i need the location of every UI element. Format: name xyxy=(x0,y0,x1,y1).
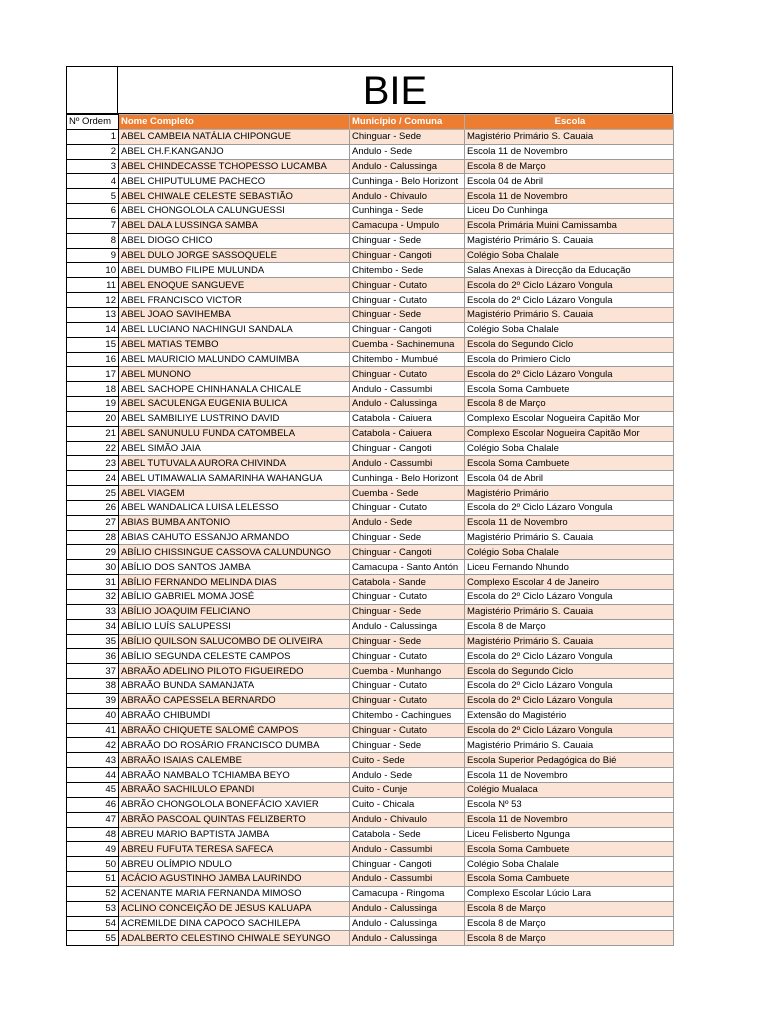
cell-ordem: 6 xyxy=(67,204,119,219)
table-row xyxy=(67,337,674,352)
title-row xyxy=(66,66,673,114)
cell-municipio: Cuemba - Munhango xyxy=(350,664,465,679)
cell-nome: ABREU OLÍMPIO NDULO xyxy=(119,857,350,872)
cell-escola: Escola 8 de Março xyxy=(465,159,674,174)
cell-municipio: Chinguar - Cutato xyxy=(350,367,465,382)
cell-escola: Colégio Soba Chalale xyxy=(465,545,674,560)
table-row xyxy=(67,604,674,619)
cell-municipio: Cuito - Sede xyxy=(350,753,465,768)
table-row xyxy=(67,500,674,515)
cell-municipio: Cuemba - Sede xyxy=(350,486,465,501)
cell-municipio: Andulo - Calussinga xyxy=(350,916,465,931)
cell-nome: ABEL CHIWALE CELESTE SEBASTIÃO xyxy=(119,189,350,204)
cell-municipio: Cunhinga - Belo Horizont xyxy=(350,174,465,189)
cell-escola: Colégio Soba Chalale xyxy=(465,441,674,456)
cell-ordem: 28 xyxy=(67,530,119,545)
cell-municipio: Cuito - Chicala xyxy=(350,797,465,812)
cell-municipio: Catabola - Sede xyxy=(350,827,465,842)
cell-escola: Escola do 2º Ciclo Lázaro Vongula xyxy=(465,723,674,738)
cell-nome: ABEL LUCIANO NACHINGUI SANDALA xyxy=(119,322,350,337)
cell-escola: Colégio Soba Chalale xyxy=(465,857,674,872)
table-row xyxy=(67,679,674,694)
cell-ordem: 48 xyxy=(67,827,119,842)
cell-escola: Escola 11 de Novembro xyxy=(465,144,674,159)
cell-ordem: 33 xyxy=(67,604,119,619)
cell-ordem: 32 xyxy=(67,590,119,605)
table-row xyxy=(67,397,674,412)
table-row xyxy=(67,263,674,278)
table-row xyxy=(67,159,674,174)
cell-escola: Complexo Escolar Lúcio Lara xyxy=(465,886,674,901)
cell-escola: Magistério Primário S. Cauaia xyxy=(465,233,674,248)
cell-nome: ABEL VIAGEM xyxy=(119,486,350,501)
cell-ordem: 45 xyxy=(67,782,119,797)
cell-municipio: Chinguar - Cangoti xyxy=(350,545,465,560)
table-row xyxy=(67,441,674,456)
cell-ordem: 18 xyxy=(67,382,119,397)
cell-municipio: Catabola - Sande xyxy=(350,575,465,590)
table-row xyxy=(67,218,674,233)
cell-escola: Escola Soma Cambuete xyxy=(465,872,674,887)
cell-ordem: 51 xyxy=(67,872,119,887)
cell-escola: Magistério Primário S. Cauaia xyxy=(465,634,674,649)
cell-nome: ABRAÃO CHIBUMDI xyxy=(119,708,350,723)
cell-municipio: Chinguar - Cutato xyxy=(350,590,465,605)
cell-nome: ABÍLIO CHISSINGUE CASSOVA CALUNDUNGO xyxy=(119,545,350,560)
cell-nome: ABÍLIO QUILSON SALUCOMBO DE OLIVEIRA xyxy=(119,634,350,649)
cell-nome: ABRAÃO BUNDA SAMANJATA xyxy=(119,679,350,694)
cell-ordem: 38 xyxy=(67,679,119,694)
students-table xyxy=(66,114,674,946)
header-municipio: Município / Comuna xyxy=(350,115,465,130)
table-row xyxy=(67,812,674,827)
cell-ordem: 52 xyxy=(67,886,119,901)
cell-ordem: 17 xyxy=(67,367,119,382)
cell-ordem: 21 xyxy=(67,426,119,441)
cell-ordem: 11 xyxy=(67,278,119,293)
cell-municipio: Chinguar - Cangoti xyxy=(350,248,465,263)
table-row xyxy=(67,174,674,189)
table-row xyxy=(67,233,674,248)
cell-nome: ABIAS BUMBA ANTONIO xyxy=(119,515,350,530)
cell-nome: ABRAÃO ADELINO PILOTO FIGUEIREDO xyxy=(119,664,350,679)
table-row xyxy=(67,782,674,797)
cell-nome: ACENANTE MARIA FERNANDA MIMOSO xyxy=(119,886,350,901)
table-body xyxy=(67,129,674,945)
table-row xyxy=(67,649,674,664)
cell-escola: Escola 11 de Novembro xyxy=(465,515,674,530)
cell-municipio: Andulo - Cassumbi xyxy=(350,382,465,397)
table-row xyxy=(67,530,674,545)
cell-nome: ABRÃO PASCOAL QUINTAS FELIZBERTO xyxy=(119,812,350,827)
cell-nome: ABEL CAMBEIA NATÁLIA CHIPONGUE xyxy=(119,129,350,144)
cell-ordem: 47 xyxy=(67,812,119,827)
cell-ordem: 4 xyxy=(67,174,119,189)
cell-ordem: 46 xyxy=(67,797,119,812)
table-row xyxy=(67,723,674,738)
cell-ordem: 53 xyxy=(67,901,119,916)
cell-nome: ABEL CHIPUTULUME PACHECO xyxy=(119,174,350,189)
cell-municipio: Chinguar - Sede xyxy=(350,530,465,545)
cell-escola: Escola 11 de Novembro xyxy=(465,189,674,204)
cell-nome: ABEL SIMÃO JAIA xyxy=(119,441,350,456)
cell-ordem: 2 xyxy=(67,144,119,159)
cell-nome: ABEL MATIAS TEMBO xyxy=(119,337,350,352)
table-row xyxy=(67,708,674,723)
cell-nome: ABEL FRANCISCO VICTOR xyxy=(119,293,350,308)
cell-escola: Salas Anexas à Direcção da Educação xyxy=(465,263,674,278)
table-row xyxy=(67,842,674,857)
cell-ordem: 41 xyxy=(67,723,119,738)
cell-nome: ABIAS CAHUTO ESSANJO ARMANDO xyxy=(119,530,350,545)
cell-municipio: Chinguar - Sede xyxy=(350,129,465,144)
cell-escola: Escola 8 de Março xyxy=(465,931,674,946)
cell-nome: ABRAÃO NAMBALO TCHIAMBA BEYO xyxy=(119,768,350,783)
cell-municipio: Chinguar - Cangoti xyxy=(350,441,465,456)
table-row xyxy=(67,307,674,322)
cell-escola: Escola do 2º Ciclo Lázaro Vongula xyxy=(465,649,674,664)
cell-ordem: 15 xyxy=(67,337,119,352)
cell-nome: ABEL CHINDECASSE TCHOPESSO LUCAMBA xyxy=(119,159,350,174)
cell-escola: Escola do 2º Ciclo Lázaro Vongula xyxy=(465,679,674,694)
cell-ordem: 54 xyxy=(67,916,119,931)
table-row xyxy=(67,471,674,486)
cell-escola: Escola do 2º Ciclo Lázaro Vongula xyxy=(465,293,674,308)
cell-escola: Escola do 2º Ciclo Lázaro Vongula xyxy=(465,500,674,515)
cell-municipio: Andulo - Calussinga xyxy=(350,931,465,946)
cell-ordem: 24 xyxy=(67,471,119,486)
cell-escola: Colégio Mualaca xyxy=(465,782,674,797)
table-row xyxy=(67,129,674,144)
cell-escola: Escola Superior Pedagógica do Bié xyxy=(465,753,674,768)
cell-municipio: Chinguar - Cangoti xyxy=(350,857,465,872)
cell-ordem: 49 xyxy=(67,842,119,857)
table-row xyxy=(67,634,674,649)
cell-nome: ABEL SANUNULU FUNDA CATOMBELA xyxy=(119,426,350,441)
cell-ordem: 3 xyxy=(67,159,119,174)
cell-nome: ABREU FUFUTA TERESA SAFECA xyxy=(119,842,350,857)
cell-escola: Escola do 2º Ciclo Lázaro Vongula xyxy=(465,590,674,605)
cell-nome: ABEL DALA LUSSINGA SAMBA xyxy=(119,218,350,233)
cell-nome: ABEL UTIMAWALIA SAMARINHA WAHANGUA xyxy=(119,471,350,486)
header-nome: Nome Completo xyxy=(119,115,350,130)
table-row xyxy=(67,189,674,204)
cell-nome: ABRAÃO DO ROSÁRIO FRANCISCO DUMBA xyxy=(119,738,350,753)
cell-municipio: Chinguar - Cutato xyxy=(350,649,465,664)
cell-escola: Complexo Escolar 4 de Janeiro xyxy=(465,575,674,590)
table-row xyxy=(67,693,674,708)
cell-escola: Escola 8 de Março xyxy=(465,901,674,916)
spreadsheet xyxy=(66,66,673,946)
cell-ordem: 34 xyxy=(67,619,119,634)
header-escola: Escola xyxy=(465,115,674,130)
cell-escola: Complexo Escolar Nogueira Capitão Mor xyxy=(465,426,674,441)
cell-municipio: Chinguar - Cutato xyxy=(350,693,465,708)
cell-ordem: 1 xyxy=(67,129,119,144)
cell-escola: Magistério Primário S. Cauaia xyxy=(465,307,674,322)
cell-escola: Escola 8 de Março xyxy=(465,619,674,634)
table-row xyxy=(67,486,674,501)
cell-ordem: 29 xyxy=(67,545,119,560)
table-row xyxy=(67,827,674,842)
table-row xyxy=(67,768,674,783)
cell-ordem: 9 xyxy=(67,248,119,263)
cell-escola: Escola 11 de Novembro xyxy=(465,768,674,783)
cell-escola: Magistério Primário S. Cauaia xyxy=(465,129,674,144)
cell-ordem: 22 xyxy=(67,441,119,456)
cell-escola: Escola 8 de Março xyxy=(465,397,674,412)
table-row xyxy=(67,619,674,634)
table-row xyxy=(67,293,674,308)
cell-ordem: 43 xyxy=(67,753,119,768)
cell-escola: Escola Soma Cambuete xyxy=(465,382,674,397)
cell-escola: Escola 8 de Março xyxy=(465,916,674,931)
cell-escola: Escola do 2º Ciclo Lázaro Vongula xyxy=(465,278,674,293)
cell-ordem: 37 xyxy=(67,664,119,679)
table-row xyxy=(67,916,674,931)
cell-nome: ABRAÃO CAPESSELA BERNARDO xyxy=(119,693,350,708)
cell-ordem: 31 xyxy=(67,575,119,590)
cell-municipio: Cuemba - Sachinemuna xyxy=(350,337,465,352)
cell-ordem: 40 xyxy=(67,708,119,723)
cell-escola: Escola do 2º Ciclo Lázaro Vongula xyxy=(465,693,674,708)
cell-escola: Colégio Soba Chalale xyxy=(465,322,674,337)
cell-escola: Escola Primária Muini Camissamba xyxy=(465,218,674,233)
cell-municipio: Chinguar - Sede xyxy=(350,738,465,753)
cell-escola: Liceu Fernando Nhundo xyxy=(465,560,674,575)
cell-ordem: 16 xyxy=(67,352,119,367)
table-row xyxy=(67,575,674,590)
cell-municipio: Andulo - Calussinga xyxy=(350,901,465,916)
cell-ordem: 26 xyxy=(67,500,119,515)
table-row xyxy=(67,560,674,575)
cell-nome: ABEL SAMBILIYE LUSTRINO DAVID xyxy=(119,411,350,426)
table-row xyxy=(67,931,674,946)
table-row xyxy=(67,901,674,916)
title-blank-cell xyxy=(66,66,118,114)
cell-municipio: Chitembo - Sede xyxy=(350,263,465,278)
cell-nome: ABÍLIO LUÍS SALUPESSI xyxy=(119,619,350,634)
cell-ordem: 20 xyxy=(67,411,119,426)
cell-municipio: Andulo - Sede xyxy=(350,515,465,530)
cell-nome: ABEL WANDALICA LUISA LELESSO xyxy=(119,500,350,515)
table-row xyxy=(67,872,674,887)
cell-municipio: Chitembo - Cachingues xyxy=(350,708,465,723)
cell-escola: Magistério Primário S. Cauaia xyxy=(465,604,674,619)
table-row xyxy=(67,753,674,768)
cell-municipio: Chinguar - Cutato xyxy=(350,500,465,515)
cell-ordem: 36 xyxy=(67,649,119,664)
cell-nome: ABREU MARIO BAPTISTA JAMBA xyxy=(119,827,350,842)
cell-escola: Escola do 2º Ciclo Lázaro Vongula xyxy=(465,367,674,382)
cell-nome: ABEL SACHOPE CHINHANALA CHICALE xyxy=(119,382,350,397)
cell-municipio: Cunhinga - Sede xyxy=(350,204,465,219)
cell-escola: Magistério Primário S. Cauaia xyxy=(465,530,674,545)
cell-nome: ABRÃO CHONGOLOLA BONEFÁCIO XAVIER xyxy=(119,797,350,812)
table-row xyxy=(67,426,674,441)
cell-ordem: 42 xyxy=(67,738,119,753)
cell-nome: ABEL SACULENGA EUGENIA BULICA xyxy=(119,397,350,412)
cell-escola: Liceu Do Cunhinga xyxy=(465,204,674,219)
cell-municipio: Chinguar - Sede xyxy=(350,307,465,322)
cell-municipio: Chinguar - Cutato xyxy=(350,293,465,308)
table-row xyxy=(67,248,674,263)
table-row xyxy=(67,144,674,159)
cell-escola: Escola Soma Cambuete xyxy=(465,842,674,857)
cell-nome: ABÍLIO JOAQUIM FELICIANO xyxy=(119,604,350,619)
cell-municipio: Camacupa - Santo Antón xyxy=(350,560,465,575)
table-row xyxy=(67,382,674,397)
cell-municipio: Andulo - Cassumbi xyxy=(350,842,465,857)
cell-nome: ACLINO CONCEIÇÃO DE JESUS KALUAPA xyxy=(119,901,350,916)
cell-escola: Complexo Escolar Nogueira Capitão Mor xyxy=(465,411,674,426)
cell-ordem: 12 xyxy=(67,293,119,308)
cell-nome: ABEL DIOGO CHICO xyxy=(119,233,350,248)
cell-nome: ABEL CH.F.KANGANJO xyxy=(119,144,350,159)
cell-municipio: Chinguar - Cangoti xyxy=(350,322,465,337)
cell-escola: Liceu Felisberto Ngunga xyxy=(465,827,674,842)
cell-municipio: Chinguar - Cutato xyxy=(350,723,465,738)
cell-escola: Escola do Primiero Ciclo xyxy=(465,352,674,367)
cell-escola: Escola 04 de Abril xyxy=(465,174,674,189)
cell-municipio: Chitembo - Mumbué xyxy=(350,352,465,367)
cell-ordem: 55 xyxy=(67,931,119,946)
cell-escola: Escola do Segundo Ciclo xyxy=(465,337,674,352)
cell-nome: ABRAÃO SACHILULO EPANDI xyxy=(119,782,350,797)
cell-nome: ABEL DUMBO FILIPE MULUNDA xyxy=(119,263,350,278)
cell-escola: Escola 04 de Abril xyxy=(465,471,674,486)
cell-municipio: Andulo - Calussinga xyxy=(350,619,465,634)
cell-nome: ABEL DULO JORGE SASSOQUELE xyxy=(119,248,350,263)
cell-ordem: 30 xyxy=(67,560,119,575)
cell-ordem: 25 xyxy=(67,486,119,501)
table-row xyxy=(67,590,674,605)
cell-escola: Escola do Segundo Ciclo xyxy=(465,664,674,679)
cell-municipio: Andulo - Calussinga xyxy=(350,397,465,412)
cell-municipio: Chinguar - Sede xyxy=(350,634,465,649)
cell-municipio: Chinguar - Cutato xyxy=(350,679,465,694)
table-row xyxy=(67,204,674,219)
table-row xyxy=(67,367,674,382)
table-row xyxy=(67,664,674,679)
cell-municipio: Andulo - Cassumbi xyxy=(350,456,465,471)
page-title: BIE xyxy=(118,66,673,114)
cell-municipio: Camacupa - Umpulo xyxy=(350,218,465,233)
cell-escola: Escola Soma Cambuete xyxy=(465,456,674,471)
cell-ordem: 27 xyxy=(67,515,119,530)
cell-ordem: 19 xyxy=(67,397,119,412)
cell-nome: ABRAÃO ISAIAS CALEMBE xyxy=(119,753,350,768)
cell-nome: ABÍLIO FERNANDO MELINDA DIAS xyxy=(119,575,350,590)
cell-ordem: 39 xyxy=(67,693,119,708)
cell-ordem: 14 xyxy=(67,322,119,337)
cell-ordem: 7 xyxy=(67,218,119,233)
table-row xyxy=(67,322,674,337)
cell-nome: ABÍLIO GABRIEL MOMA JOSÉ xyxy=(119,590,350,605)
cell-municipio: Andulo - Chivaulo xyxy=(350,812,465,827)
cell-escola: Escola 11 de Novembro xyxy=(465,812,674,827)
cell-nome: ABEL TUTUVALA AURORA CHIVINDA xyxy=(119,456,350,471)
cell-municipio: Andulo - Sede xyxy=(350,144,465,159)
cell-escola: Magistério Primário S. Cauaia xyxy=(465,738,674,753)
cell-nome: ABÍLIO SEGUNDA CELESTE CAMPOS xyxy=(119,649,350,664)
table-row xyxy=(67,278,674,293)
table-row xyxy=(67,857,674,872)
header-row xyxy=(67,115,674,130)
cell-nome: ADALBERTO CELESTINO CHIWALE SEYUNGO xyxy=(119,931,350,946)
cell-ordem: 10 xyxy=(67,263,119,278)
table-row xyxy=(67,545,674,560)
cell-municipio: Catabola - Caiuera xyxy=(350,426,465,441)
cell-ordem: 44 xyxy=(67,768,119,783)
cell-escola: Extensão do Magistério xyxy=(465,708,674,723)
cell-ordem: 5 xyxy=(67,189,119,204)
cell-municipio: Chinguar - Cutato xyxy=(350,278,465,293)
cell-nome: ABEL ENOQUE SANGUEVE xyxy=(119,278,350,293)
header-ordem: Nº Ordem xyxy=(67,115,119,130)
cell-escola: Magistério Primário xyxy=(465,486,674,501)
cell-municipio: Andulo - Sede xyxy=(350,768,465,783)
cell-nome: ABRAÃO CHIQUETE SALOMÉ CAMPOS xyxy=(119,723,350,738)
cell-nome: ABEL MAURICIO MALUNDO CAMUIMBA xyxy=(119,352,350,367)
cell-nome: ABEL JOAO SAVIHEMBA xyxy=(119,307,350,322)
cell-municipio: Andulo - Calussinga xyxy=(350,159,465,174)
cell-municipio: Andulo - Chivaulo xyxy=(350,189,465,204)
cell-municipio: Chinguar - Sede xyxy=(350,604,465,619)
cell-municipio: Andulo - Cassumbi xyxy=(350,872,465,887)
cell-municipio: Cuito - Cunje xyxy=(350,782,465,797)
table-row xyxy=(67,456,674,471)
cell-municipio: Chinguar - Sede xyxy=(350,233,465,248)
table-row xyxy=(67,797,674,812)
cell-municipio: Cunhinga - Belo Horizont xyxy=(350,471,465,486)
table-row xyxy=(67,886,674,901)
cell-municipio: Camacupa - Ringoma xyxy=(350,886,465,901)
table-row xyxy=(67,738,674,753)
cell-escola: Escola Nº 53 xyxy=(465,797,674,812)
cell-ordem: 13 xyxy=(67,307,119,322)
cell-ordem: 8 xyxy=(67,233,119,248)
table-row xyxy=(67,515,674,530)
table-row xyxy=(67,352,674,367)
table-row xyxy=(67,411,674,426)
cell-ordem: 23 xyxy=(67,456,119,471)
cell-municipio: Catabola - Caiuera xyxy=(350,411,465,426)
cell-nome: ACÁCIO AGUSTINHO JAMBA LAURINDO xyxy=(119,872,350,887)
cell-nome: ACREMILDE DINA CAPOCO SACHILEPA xyxy=(119,916,350,931)
cell-nome: ABEL MUNONO xyxy=(119,367,350,382)
cell-nome: ABÍLIO DOS SANTOS JAMBA xyxy=(119,560,350,575)
cell-ordem: 50 xyxy=(67,857,119,872)
cell-nome: ABEL CHONGOLOLA CALUNGUESSI xyxy=(119,204,350,219)
cell-ordem: 35 xyxy=(67,634,119,649)
cell-escola: Colégio Soba Chalale xyxy=(465,248,674,263)
